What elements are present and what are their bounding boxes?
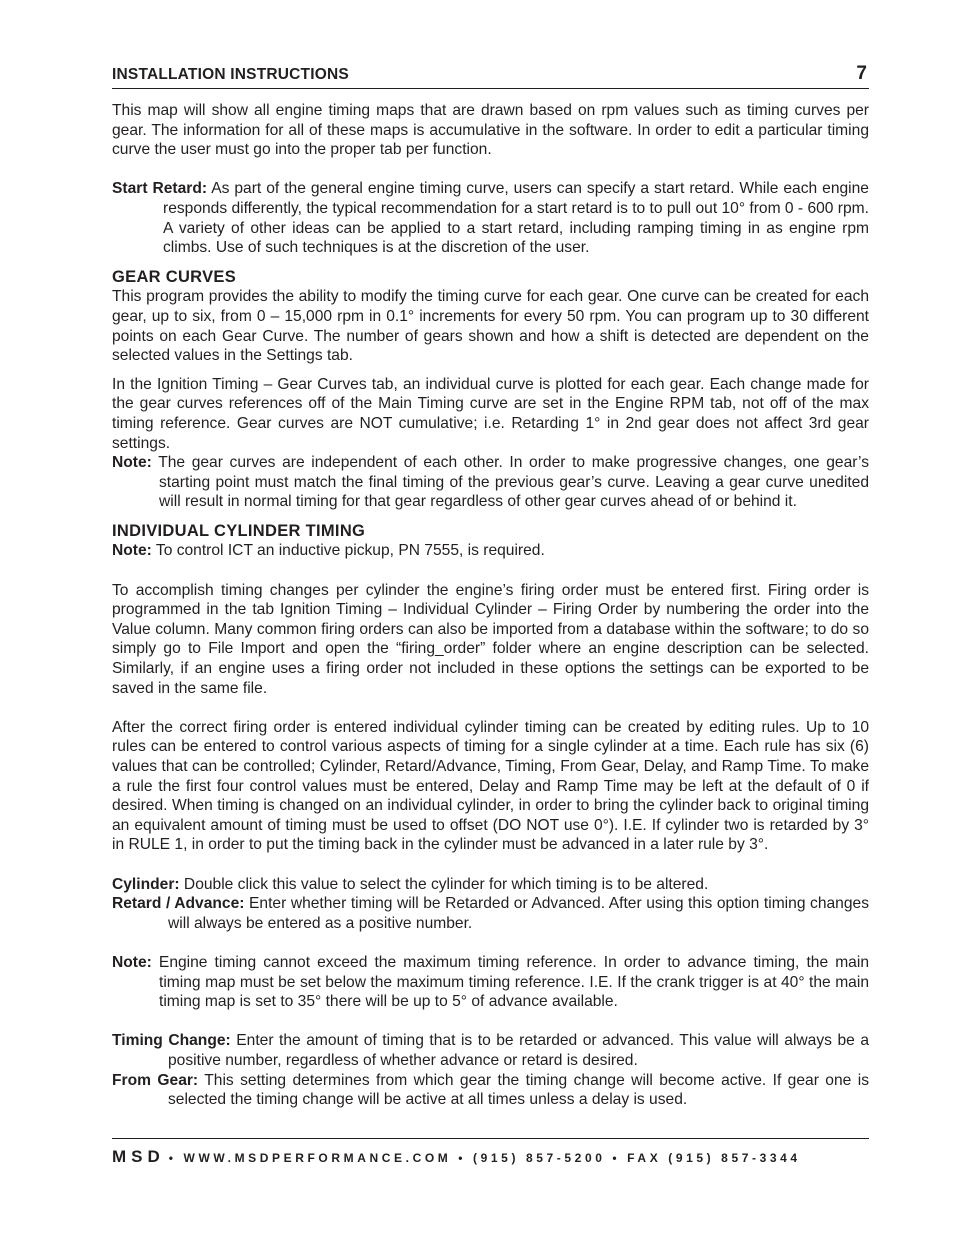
page-header [112, 63, 869, 89]
ict-note-2-text: Engine timing cannot exceed the maximum timing reference. In order to advance timing, the main timing map must be set below the maximum timing reference. I.E. If the crank trigger is at 40° the main timing map is set to 35° there will be up to 5° of advance available. [151, 953, 869, 1011]
start-retard-item [112, 179, 869, 257]
page-footer [112, 1138, 869, 1167]
from-gear-text: This setting determines from which gear the timing change will become active. If gear one is selected the timing change will be active at all times unless a delay is used. [168, 1071, 869, 1109]
gear-curves-paragraph-1: This program provides the ability to modify the timing curve for each gear. One curve can be created for each gear, up to six, from 0 – 15,000 rpm in 0.1° increments for every 50 rpm. You can program up to 30 different points on each Gear Curve. The number of gears shown and how a shift is detected are dependent on the selected values in the Settings tab. [112, 288, 869, 365]
cylinder-item [112, 875, 869, 895]
ict-note-2-term: Note: [112, 953, 152, 971]
timing-change-text: Enter the amount of timing that is to be retarded or advanced. This value will always be a positive number, regardless of whether advance or retard is desired. [168, 1032, 869, 1069]
ict-note-text: To control ICT an inductive pickup, PN 7555, is required. [151, 542, 545, 560]
gear-curves-paragraph-2: In the Ignition Timing – Gear Curves tab, an individual curve is plotted for each gear. Each change made for the gear curves references off of the Main Timing curve are set in the Engine RPM tab, not off of the max timing reference. Gear curves are NOT cumulative; i.e. Retarding 1° in 2nd gear does not affect 3rd gear settings. [112, 375, 869, 452]
page-content [112, 101, 869, 1110]
gear-curves-note-text: The gear curves are independent of each other. In order to make progressive changes, one gear’s starting point must match the final timing of the previous gear’s curve. Leaving a gear curve unedited will result in normal timing for that gear regardless of other gear curves ahead of or behind it. [151, 454, 869, 511]
start-retard-term: Start Retard: [112, 180, 208, 198]
footer-contact: • WWW.MSDPERFORMANCE.COM • (915) 857-5200 • FAX (915) 857-3344 [168, 1151, 801, 1165]
ict-note [112, 541, 869, 561]
timing-change-item [112, 1031, 869, 1070]
footer-brand: MSD [112, 1147, 165, 1166]
cylinder-text: Double click this value to select the cylinder for which timing is to be altered. [179, 875, 709, 893]
gear-curves-note-term: Note: [112, 454, 152, 472]
ict-note-2 [112, 953, 869, 1012]
gear-curves-note [112, 453, 869, 512]
intro-paragraph: This map will show all engine timing maps that are drawn based on rpm values such as timing curves per gear. The information for all of these maps is accumulative in the software. In order to edit a particular timing curve the user must go into the proper tab per function. [112, 102, 869, 159]
timing-change-term: Timing Change: [112, 1032, 231, 1050]
header-title: INSTALLATION INSTRUCTIONS [112, 66, 349, 83]
from-gear-item [112, 1071, 869, 1110]
cylinder-term: Cylinder: [112, 875, 180, 893]
page-number: 7 [856, 63, 867, 84]
gear-curves-heading: GEAR CURVES [112, 267, 237, 286]
from-gear-term: From Gear: [112, 1071, 199, 1089]
retard-advance-term: Retard / Advance: [112, 895, 245, 913]
retard-advance-text: Enter whether timing will be Retarded or Advanced. After using this option timing changes will always be entered as a positive number. [168, 895, 869, 932]
ict-heading: INDIVIDUAL CYLINDER TIMING [112, 521, 366, 540]
ict-note-term: Note: [112, 542, 152, 560]
ict-paragraph-2: After the correct firing order is entered individual cylinder timing can be created by editing rules. Up to 10 rules can be entered to control various aspects of timing for a single cylinder at a time. Each rule has six (6) values that can be controlled; Cylinder, Retard/Advance, Timing, From Gear, Delay, and Ramp Time. To make a rule the first four control values must be entered, Delay and Ramp Time may be left at the default of 0 if desired. When timing is changed on an individual cylinder, in order to bring the cylinder back to original timing an equivalent amount of timing must be used to offset (DO NOT use 0°). I.E. If cylinder two is retarded by 3° in RULE 1, in order to put the timing back in the cylinder must be advanced in a later rule by 3°. [112, 718, 869, 854]
retard-advance-item [112, 894, 869, 933]
ict-paragraph-1: To accomplish timing changes per cylinder the engine’s firing order must be entered first. Firing order is programmed in the tab Ignition Timing – Individual Cylinder – Firing Order by numbering the order into the Value column. Many common firing orders can also be imported from a database within the software; to do so simply go to File Import and open the “firing_order” folder where an engine description can be selected. Similarly, if an engine uses a firing order not included in these options the settings can be exported to be saved in the same file. [112, 581, 869, 697]
start-retard-text: As part of the general engine timing curve, users can specify a start retard. While each engine responds differently, the typical recommendation for a start retard is to to pull out 10° from 0 - 600 rpm. A variety of other ideas can be applied to a start retard, including ramping timing in as engine rpm climbs. Use of such techniques is at the discretion of the user. [163, 180, 869, 257]
